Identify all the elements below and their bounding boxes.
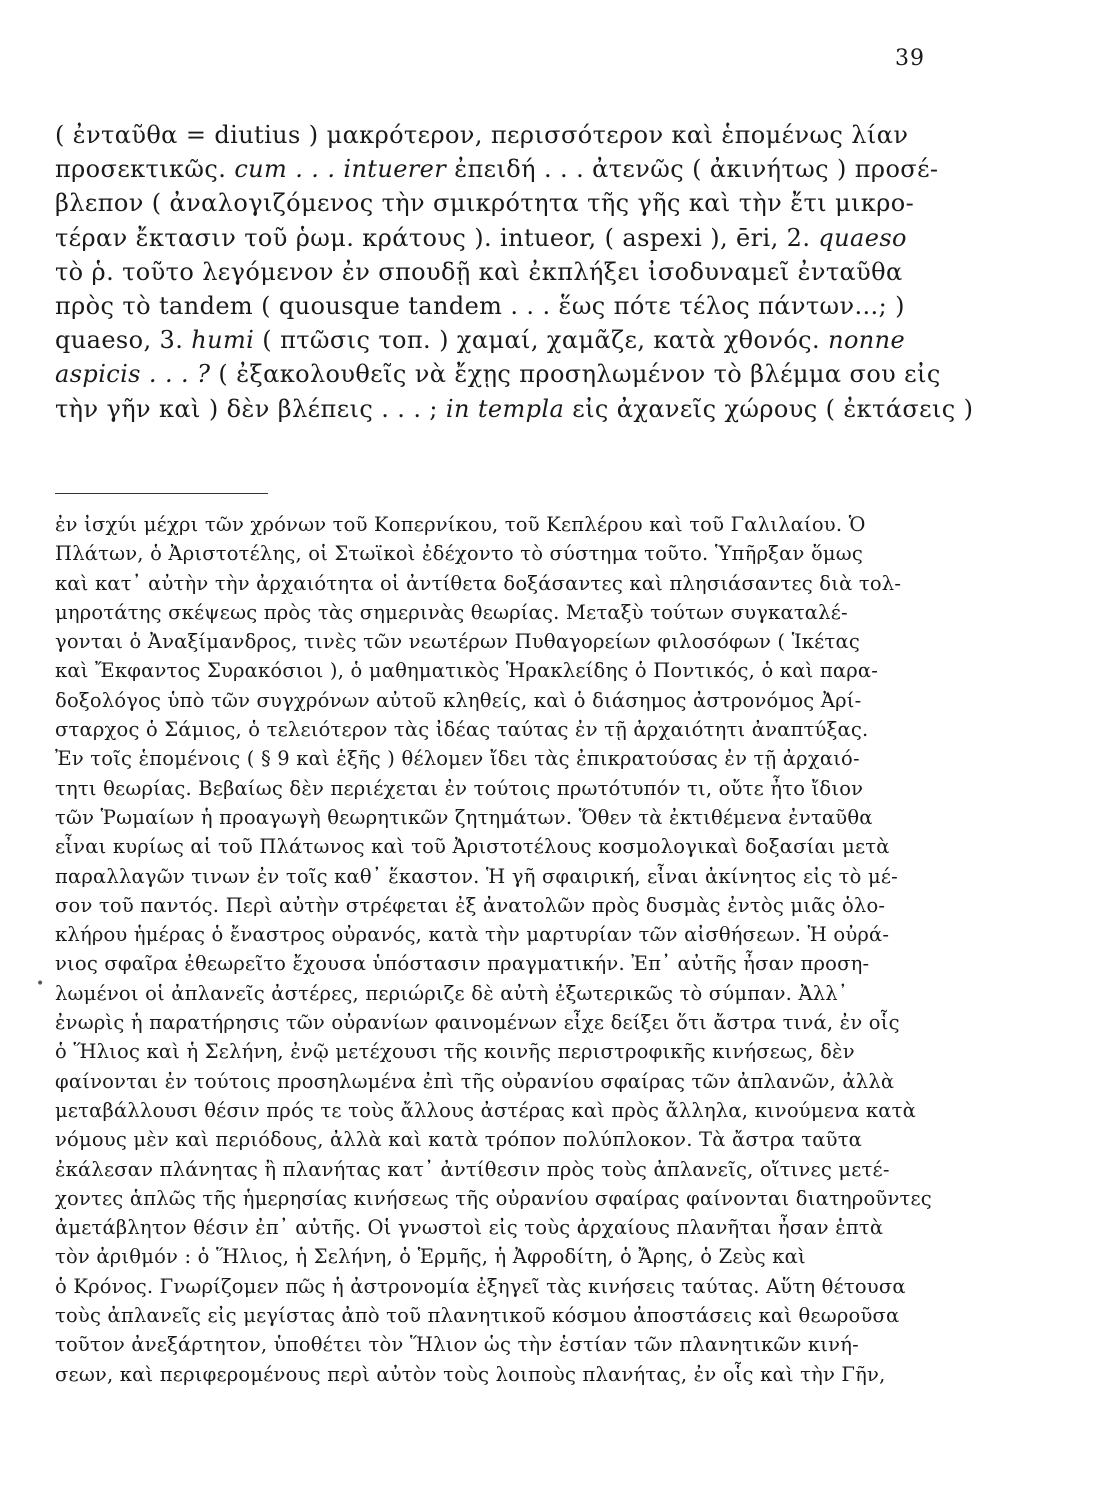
main-text-line [55, 289, 1030, 323]
main-text-line [55, 118, 1030, 152]
footnote-line: ἐν ἰσχύι μέχρι τῶν χρόνων τοῦ Κοπερνίκου, τοῦ Κεπλέρου καὶ τοῦ Γαλιλαίου. Ὁ [55, 513, 866, 536]
footnote-line: γονται ὁ Ἀναξίμανδρος, τινὲς τῶν νεωτέρων Πυθαγορείων φιλοσόφων ( Ἱκέτας [55, 630, 860, 654]
footnote-line: Ἐν τοῖς ἑπομένοις ( § 9 καὶ ἑξῆς ) θέλομεν ἴδει τὰς ἐπικρατούσας ἐν τῇ ἀρχαιό- [55, 747, 860, 771]
main-text-line [55, 186, 1030, 220]
footnote-line: Πλάτων, ὁ Ἀριστοτέλης, οἱ Στωϊκοὶ ἐδέχοντο τὸ σύστημα τοῦτο. Ὑπῆρξαν ὅμως [55, 542, 863, 566]
main-text-line [55, 392, 1030, 426]
latin-lemma: quaeso [818, 223, 907, 252]
main-text-line [55, 221, 1030, 255]
footnote-line: ὁ Κρόνος. Γνωρίζομεν πῶς ἡ ἀστρονομία ἐξηγεῖ τὰς κινήσεις ταύτας. Αὕτη θέτουσα [55, 1274, 906, 1298]
margin-mark: • [36, 976, 45, 992]
footnote-line: σταρχος ὁ Σάμιος, ὁ τελειότερον τὰς ἰδέας ταύτας ἐν τῇ ἀρχαιότητι ἀναπτύξας. [55, 718, 869, 742]
page-number: 39 [895, 46, 925, 71]
text-segment: πρὸς τὸ tandem ( quousque tandem . . . ἕως πότε τέλος πάντων...; ) [55, 291, 905, 320]
footnote-line: κλήρου ἡμέρας ὁ ἔναστρος οὐρανός, κατὰ τὴν μαρτυρίαν τῶν αἰσθήσεων. Ἡ οὐρά- [55, 923, 890, 947]
footnote-line: φαίνονται ἐν τούτοις προσηλωμένα ἐπὶ τῆς οὐρανίου σφαίρας τῶν ἀπλανῶν, ἀλλὰ [55, 1069, 895, 1093]
latin-lemma: nonne [828, 326, 906, 355]
footnote-line: παραλλαγῶν τινων ἐν τοῖς καθ᾽ ἕκαστον. Ἡ γῆ σφαιρική, εἶναι ἀκίνητος εἰς τὸ μέ- [55, 864, 898, 888]
main-text-line [55, 152, 1030, 186]
footnote-line: τητι θεωρίας. Βεβαίως δὲν περιέχεται ἐν τούτοις πρωτότυπόν τι, οὔτε ἦτο ἴδιον [55, 776, 864, 800]
footnote-line: ἐκάλεσαν πλάνητας ἢ πλανήτας κατ᾽ ἀντίθεσιν πρὸς τοὺς ἀπλανεῖς, οἵτινες μετέ- [55, 1157, 890, 1181]
footnote-line: δοξολόγος ὑπὸ τῶν συγχρόνων αὐτοῦ κληθείς, καὶ ὁ διάσημος ἀστρονόμος Ἀρί- [55, 688, 862, 712]
footnote-line: μηροτάτης σκέψεως πρὸς τὰς σημερινὰς θεωρίας. Μεταξὺ τούτων συγκαταλέ- [55, 600, 848, 624]
footnote-line: καὶ κατ᾽ αὐτὴν τὴν ἀρχαιότητα οἱ ἀντίθετα δοξάσαντες καὶ πλησιάσαντες διὰ τολ- [55, 571, 902, 595]
footnote-line: μεταβάλλουσι θέσιν πρός τε τοὺς ἄλλους ἀστέρας καὶ πρὸς ἄλληλα, κινούμενα κατὰ [55, 1098, 916, 1122]
footnote-line: τοῦτον ἀνεξάρτητον, ὑποθέτει τὸν Ἥλιον ὡς τὴν ἑστίαν τῶν πλανητικῶν κινή- [55, 1333, 859, 1357]
text-segment: τὴν γῆν καὶ ) δὲν βλέπεις . . . ; [55, 394, 446, 423]
main-text-line [55, 357, 1030, 391]
latin-lemma: aspicis . . . ? [55, 360, 211, 389]
latin-lemma: humi [191, 326, 255, 355]
text-segment: προσεκτικῶς. [55, 155, 235, 184]
footnote-line: νόμους μὲν καὶ περιόδους, ἀλλὰ καὶ κατὰ τρόπον πολύπλοκον. Τὰ ἄστρα ταῦτα [55, 1128, 863, 1152]
footnote-line: τοὺς ἀπλανεῖς εἰς μεγίστας ἀπὸ τοῦ πλανητικοῦ κόσμου ἀποστάσεις καὶ θεωροῦσα [55, 1304, 900, 1328]
footnote-line: ἀμετάβλητον θέσιν ἐπ᾽ αὐτῆς. Οἱ γνωστοὶ εἰς τοὺς ἀρχαίους πλανῆται ἦσαν ἑπτὰ [55, 1216, 884, 1240]
latin-lemma: cum . . . intuerer [234, 155, 447, 184]
footnote-line: σον τοῦ παντός. Περὶ αὐτὴν στρέφεται ἐξ ἀνατολῶν πρὸς δυσμὰς ἐντὸς μιᾶς ὁλο- [55, 893, 886, 917]
footnote-line: εἶναι κυρίως αἱ τοῦ Πλάτωνος καὶ τοῦ Ἀριστοτέλους κοσμολογικαὶ δοξασίαι μετὰ [55, 835, 890, 859]
main-text-line [55, 255, 1030, 289]
footnote-line: τὸν ἀριθμόν : ὁ Ἥλιος, ἡ Σελήνη, ὁ Ἑρμῆς, ἡ Ἀφροδίτη, ὁ Ἄρης, ὁ Ζεὺς καὶ [55, 1245, 806, 1269]
main-text-line [55, 323, 1030, 357]
main-text [55, 118, 1030, 426]
footnote-line: ὁ Ἥλιος καὶ ἡ Σελήνη, ἐνῷ μετέχουσι τῆς κοινῆς περιστροφικῆς κινήσεως, δὲν [55, 1040, 855, 1064]
latin-lemma: in templa [445, 394, 565, 423]
text-segment: ( ἐξακολουθεῖς νὰ ἔχῃς προσηλωμένον τὸ βλέμμα σου εἰς [210, 360, 941, 389]
text-segment: βλεπον ( ἀναλογιζόμενος τὴν σμικρότητα τῆς γῆς καὶ τὴν ἔτι μικρο- [55, 189, 915, 218]
footnote-line: τῶν Ῥωμαίων ἡ προαγωγὴ θεωρητικῶν ζητημάτων. Ὅθεν τὰ ἐκτιθέμενα ἐνταῦθα [55, 805, 873, 829]
text-segment: τὸ ῥ. τοῦτο λεγόμενον ἐν σπουδῇ καὶ ἐκπλήξει ἰσοδυναμεῖ ἐνταῦθα [55, 257, 903, 286]
footnote [55, 510, 1035, 1389]
footnote-line: καὶ Ἔκφαντος Συρακόσιοι ), ὁ μαθηματικὸς Ἡρακλείδης ὁ Ποντικός, ὁ καὶ παρα- [55, 659, 879, 683]
footnote-divider [55, 493, 268, 494]
text-segment: quaeso, 3. [55, 326, 192, 355]
text-segment: τέραν ἔκτασιν τοῦ ῥωμ. κράτους ). intueor, ( aspexi ), ēri, 2. [55, 223, 819, 252]
text-segment: ( ἐνταῦθα = diutius ) μακρότερον, περισσότερον καὶ ἑπομένως λίαν [55, 121, 909, 149]
text-segment: εἰς ἀχανεῖς χώρους ( ἐκτάσεις ) [564, 394, 974, 423]
text-segment: ἐπειδή . . . ἀτενῶς ( ἀκινήτως ) προσέ- [446, 155, 939, 184]
footnote-line: χοντες ἁπλῶς τῆς ἡμερησίας κινήσεως τῆς οὐρανίου σφαίρας φαίνονται διατηροῦντες [55, 1186, 932, 1210]
text-segment: ( πτῶσις τοπ. ) χαμαί, χαμᾶζε, κατὰ χθονός. [254, 326, 829, 355]
footnote-line: ἐνωρὶς ἡ παρατήρησις τῶν οὐρανίων φαινομένων εἶχε δείξει ὅτι ἄστρα τινά, ἐν οἷς [55, 1011, 900, 1035]
footnote-line: νιος σφαῖρα ἐθεωρεῖτο ἔχουσα ὑπόστασιν πραγματικήν. Ἐπ᾽ αὐτῆς ἦσαν προση- [55, 952, 870, 976]
footnote-line: σεων, καὶ περιφερομένους περὶ αὐτὸν τοὺς λοιποὺς πλανήτας, ἐν οἷς καὶ τὴν Γῆν, [55, 1362, 886, 1386]
footnote-line: λωμένοι οἱ ἀπλανεῖς ἀστέρες, περιώριζε δὲ αὐτὴ ἐξωτερικῶς τὸ σύμπαν. Ἀλλ᾽ [55, 981, 848, 1005]
